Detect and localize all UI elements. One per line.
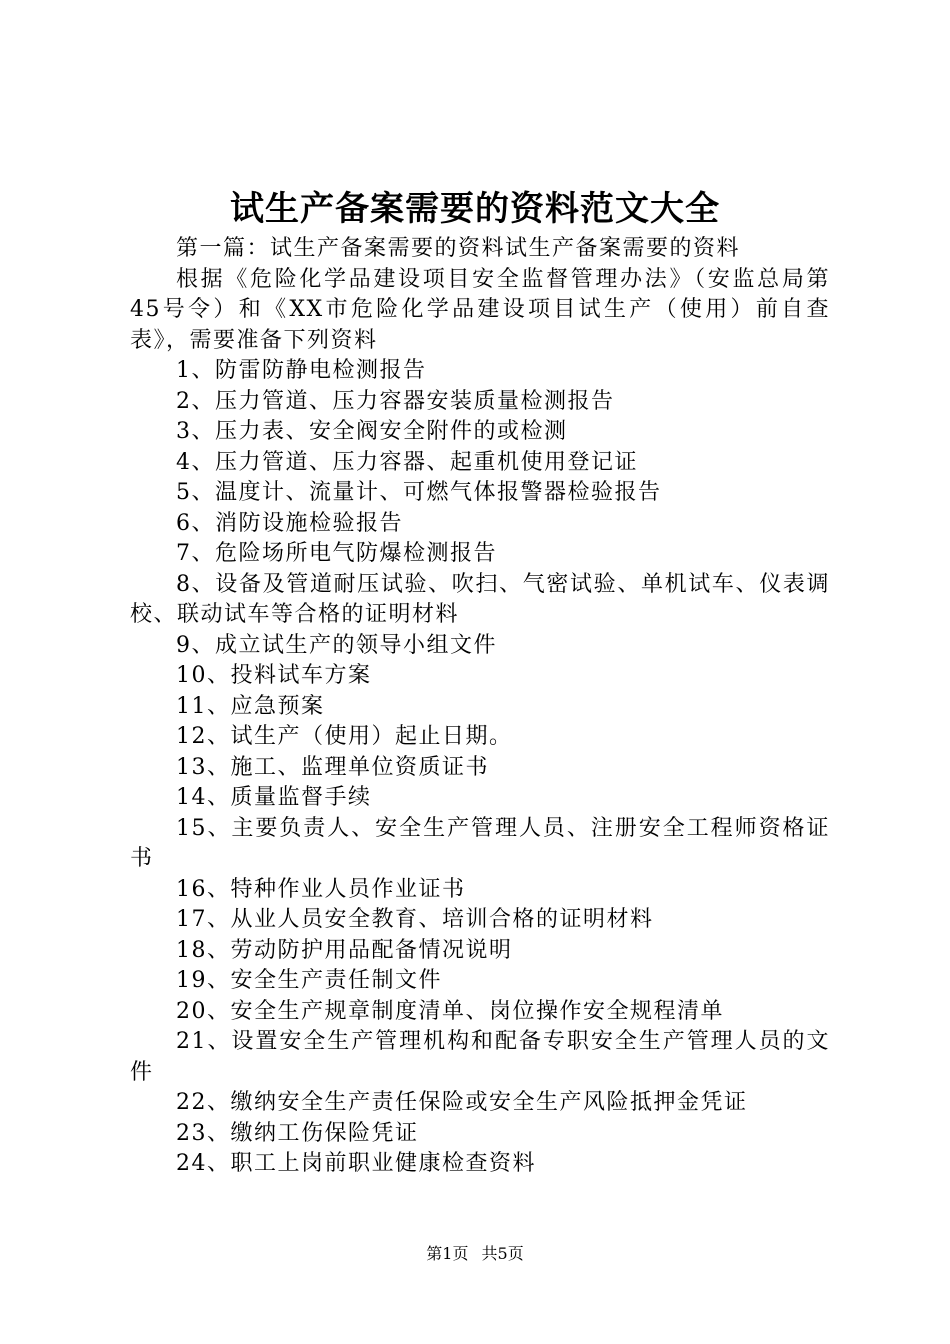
list-item: 13、施工、监理单位资质证书 [176,754,489,780]
list-item: 14、质量监督手续 [176,785,372,810]
page-number: 第1页 [426,1244,469,1263]
list-item: 16、特种作业人员作业证书 [176,876,466,902]
list-item: 23、缴纳工伤保险凭证 [176,1120,419,1146]
list-item: 1、防雷防静电检测报告 [176,358,427,383]
list-item: 8、设备及管道耐压试验、吹扫、气密试验、单机试车、仪表调校、联动试车等合格的证明材料 [130,571,830,627]
list-item: 6、消防设施检验报告 [176,510,403,536]
list-item: 10、投料试车方案 [176,663,372,688]
list-item: 17、从业人员安全教育、培训合格的证明材料 [176,907,654,932]
list-item: 9、成立试生产的领导小组文件 [176,632,497,658]
document-body [130,234,830,1180]
list-item: 19、安全生产责任制文件 [176,968,442,993]
list-item: 2、压力管道、压力容器安装质量检测报告 [176,388,615,414]
paragraph-intro: 根据《危险化学品建设项目安全监督管理办法》（安监总局第45号令）和《XX市危险化学品建设项目试生产（使用）前自查表》，需要准备下列资料 [130,266,830,353]
list-item: 20、安全生产规章制度清单、岗位操作安全规程清单 [176,998,724,1024]
list-item: 15、主要负责人、安全生产管理人员、注册安全工程师资格证书 [130,815,830,871]
page-total: 共5页 [481,1244,524,1263]
list-item: 18、劳动防护用品配备情况说明 [176,937,513,963]
list-item: 4、压力管道、压力容器、起重机使用登记证 [176,449,638,475]
list-item: 11、应急预案 [176,693,325,719]
page-footer [0,1242,950,1266]
list-item: 22、缴纳安全生产责任保险或安全生产风险抵押金凭证 [176,1090,748,1115]
list-item: 24、职工上岗前职业健康检查资料 [176,1151,536,1176]
list-item: 5、温度计、流量计、可燃气体报警器检验报告 [176,480,662,505]
list-item: 21、设置安全生产管理机构和配备专职安全生产管理人员的文件 [130,1029,830,1085]
list-item: 12、试生产（使用）起止日期。 [176,724,513,749]
list-item: 3、压力表、安全阀安全附件的或检测 [176,419,568,444]
paragraph-section-heading: 第一篇：试生产备案需要的资料试生产备案需要的资料 [176,236,741,261]
document-title: 试生产备案需要的资料范文大全 [230,189,720,229]
list-item: 7、危险场所电气防爆检测报告 [176,541,497,566]
